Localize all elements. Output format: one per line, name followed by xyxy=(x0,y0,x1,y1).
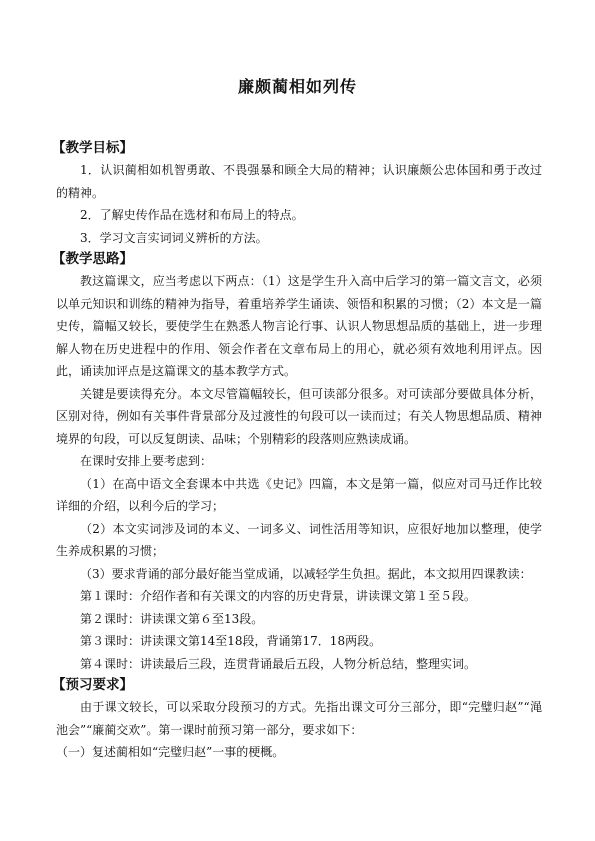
paragraph: 第３课时：讲读课文第14至18段，背诵第17．18两段。 xyxy=(80,634,382,648)
paragraph: 在课时安排上要考虑到： xyxy=(80,454,213,468)
paragraph: （1）在高中语文全套课本中共选《史记》四篇，本文是第一篇，似应对司马迁作比较详细的介绍，以利今后的学习； xyxy=(56,476,542,513)
document-title: 廉颇蔺相如列传 xyxy=(237,77,357,96)
section-heading-goals: 【教学目标】 xyxy=(52,140,133,156)
paragraph: 第１课时：介绍作者和有关课文的内容的历史背景，讲读课文第１至５段。 xyxy=(80,589,477,603)
paragraph: （3）要求背诵的部分最好能当堂成诵，以减轻学生负担。据此，本文拟用四课教读： xyxy=(80,566,532,581)
paragraph: 教这篇课文，应当考虑以下两点：（1）这是学生升入高中后学习的第一篇文言文，必须以单元知识和训练的精神为指导，着重培养学生诵读、领悟和积累的习惯；（2）本文是一篇史传，篇幅又较长，要使学生在熟悉人物言论行事、认识人物思想品质的基础上，进一步理解人物在历史进程中的作用、领会作者在文章布局上的用心，就必须有效地利用评点。因此，诵读加评点是这篇课文的基本教学方式。 xyxy=(56,274,542,378)
section-heading-preview: 【预习要求】 xyxy=(52,677,133,693)
paragraph: 2．了解史传作品在选材和布局上的特点。 xyxy=(80,208,304,222)
paragraph: 第２课时：讲读课文第６至13段。 xyxy=(80,611,264,626)
paragraph: 关键是要读得充分。本文尽管篇幅较长，但可读部分很多。对可读部分要做具体分析，区别对待，例如有关事件背景部分及过渡性的句段可以一读而过；有关人物思想品质、精神境界的句段，可以反复朗读、品味；个别精彩的段落则应熟读成诵。 xyxy=(56,386,542,446)
paragraph: （一）复述蔺相如“完璧归赵”一事的梗概。 xyxy=(56,745,285,759)
paragraph: 3．学习文言实词词义辨析的方法。 xyxy=(80,230,268,245)
document-body xyxy=(52,138,542,764)
paragraph: （2）本文实词涉及词的本义、一词多义、词性活用等知识，应很好地加以整理，使学生养成积累的习惯； xyxy=(56,521,542,558)
paragraph: 第４课时：讲读最后三段，连贯背诵最后五段，人物分析总结，整理实词。 xyxy=(80,656,477,671)
paragraph: 由于课文较长，可以采取分段预习的方式。先指出课文可分三部分，即“完璧归赵”“渑池会”“廉蔺交欢”。第一课时前预习第一部分，要求如下： xyxy=(56,700,542,737)
section-heading-approach: 【教学思路】 xyxy=(52,251,133,267)
paragraph: 1．认识蔺相如机智勇敢、不畏强暴和顾全大局的精神；认识廉颇公忠体国和勇于改过的精神。 xyxy=(56,163,542,200)
